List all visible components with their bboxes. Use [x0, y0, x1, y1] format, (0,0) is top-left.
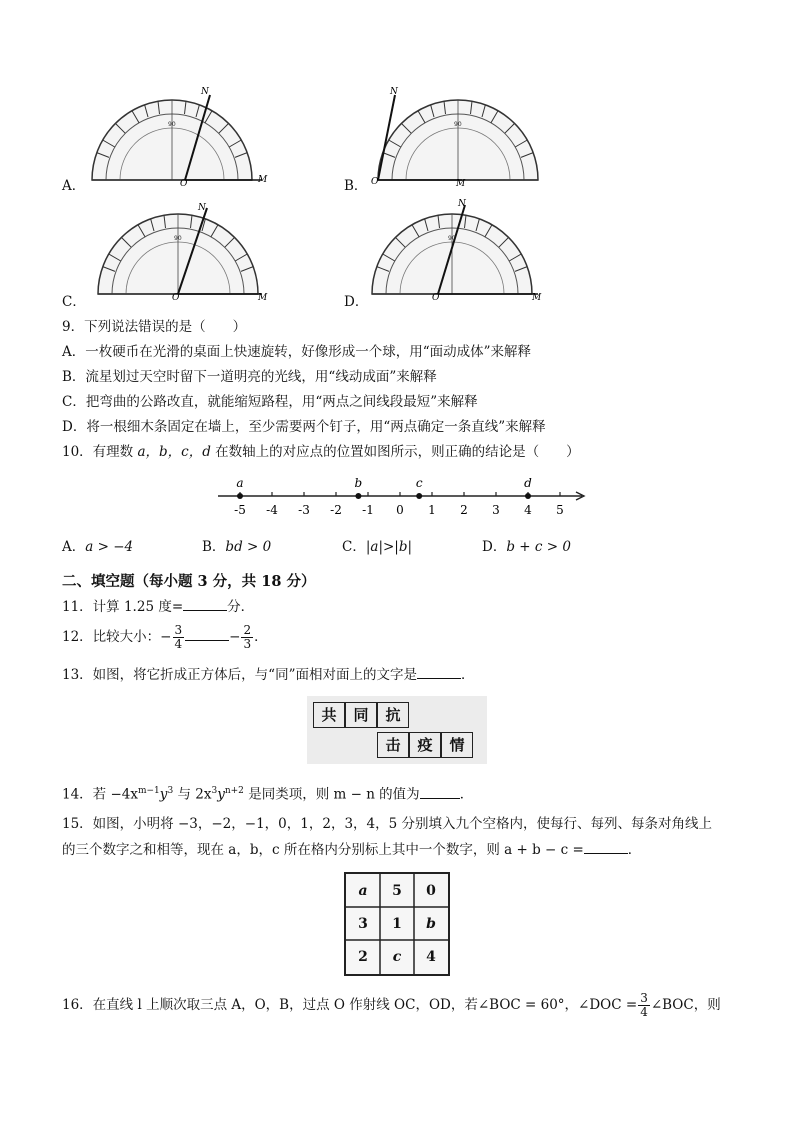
net-cell-3: 抗: [377, 702, 409, 728]
grid-cell-7: 2: [358, 949, 368, 965]
protractor-b: [378, 100, 538, 180]
q9-stem: 9．下列说法错误的是（ ）: [62, 319, 247, 335]
q16-fraction: $\frac{3}{4}$: [640, 991, 648, 1019]
axis-tick-label: -2: [330, 503, 342, 517]
q13-post: ．: [460, 667, 475, 683]
q12-blank[interactable]: [185, 627, 229, 641]
q15-end: ．: [627, 842, 642, 858]
q11-text: 11．计算 1.25 度=: [62, 599, 184, 615]
mark-a-n: N: [201, 87, 209, 97]
q11-post: 分．: [227, 599, 255, 615]
q15-blank[interactable]: [584, 840, 628, 854]
q14-end: ．: [459, 786, 474, 803]
section-2-title: 二、填空题（每小题 3 分，共 18 分）: [62, 573, 316, 590]
mark-c-m: M: [258, 293, 268, 303]
q14: [62, 782, 473, 804]
q14-exp-2: 3: [167, 786, 174, 796]
q16-text: 16．在直线 l 上顺次取三点 A，O，B，过点 O 作射线 OC，OD，若∠BOC = 60°，∠DOC =: [62, 997, 638, 1013]
net-cell-5: 疫: [409, 732, 441, 758]
axis-point-label-a: a: [236, 476, 244, 490]
axis-point-c: [416, 493, 422, 499]
q14-pre: 14．若 −4x: [62, 786, 138, 803]
q12-fraction-2: $\frac{2}{3}$: [243, 623, 252, 651]
q8-option-b[interactable]: B．: [344, 178, 368, 194]
q9-option-a[interactable]: A．一枚硬币在光滑的桌面上快速旋转，好像形成一个球，用“面动成体”来解释: [62, 344, 532, 360]
mark-b-o: O: [371, 177, 379, 187]
q16: [62, 988, 721, 1022]
q11: [62, 597, 254, 616]
magic-square: [344, 872, 450, 976]
q14-y2: y: [217, 786, 225, 803]
mark-c-o: O: [172, 293, 180, 303]
q13-text: 13．如图，将它折成正方体后，与“同”面相对面上的文字是: [62, 667, 417, 683]
q14-mid: 与 2x: [173, 786, 212, 803]
grid-cell-8: c: [392, 949, 402, 965]
axis-tick-label: -1: [362, 503, 374, 517]
mark-a-o: O: [180, 179, 188, 189]
q16-post: ∠BOC，则: [650, 997, 721, 1013]
q15-line-2: [62, 840, 641, 859]
q10-stem-post: 在数轴上的对应点的位置如图所示，则正确的结论是（ ）: [210, 444, 580, 460]
q12-post: ．: [254, 629, 268, 645]
q12-text: 12．比较大小：−: [62, 629, 172, 645]
grid-cell-5: 1: [392, 916, 402, 932]
q14-post: 是同类项，则 m − n 的值为: [243, 786, 420, 803]
q9-option-d[interactable]: D．将一根细木条固定在墙上，至少需要两个钉子，用“两点确定一条直线”来解释: [62, 419, 546, 435]
q10-stem-pre: 10．有理数: [62, 444, 138, 460]
mark-d-o: O: [432, 293, 440, 303]
net-cell-4: 击: [377, 732, 409, 758]
mark-d-n: N: [458, 199, 466, 209]
q9-option-b[interactable]: B．流星划过天空时留下一道明亮的光线，用“线动成面”来解释: [62, 369, 437, 385]
axis-point-label-c: c: [415, 476, 423, 490]
q8-option-d[interactable]: D．: [344, 294, 369, 310]
q11-blank[interactable]: [183, 597, 227, 611]
axis-tick-label: 4: [524, 503, 532, 517]
mark-b-m: M: [456, 179, 466, 189]
q10-option-a[interactable]: A．a > −4: [62, 539, 134, 555]
axis-tick-label: -4: [266, 503, 278, 517]
q12-minus: −: [229, 629, 241, 645]
q8-option-a[interactable]: A．: [62, 178, 86, 194]
axis-point-label-d: d: [524, 476, 532, 490]
q8-figure: 90 N O M N O M N O M N O M: [76, 21, 542, 303]
q15-line-1: 15．如图，小明将 −3，−2，−1，0，1，2，3，4，5 分别填入九个空格内，使每行、每列、每条对角线上: [62, 816, 712, 832]
q13: [62, 665, 474, 684]
protractor-c: [98, 214, 258, 294]
axis-tick-label: -5: [234, 503, 246, 517]
axis-tick-label: 2: [460, 503, 468, 517]
protractor-d: [372, 214, 532, 294]
grid-cell-6: b: [426, 916, 436, 932]
q10-stem-vars: a，b，c，d: [137, 444, 211, 460]
protractor-a: [92, 100, 252, 180]
q14-exp-1: m−1: [137, 786, 160, 796]
axis-tick-label: -3: [298, 503, 310, 517]
number-line: [210, 472, 590, 524]
q12-fraction-1: $\frac{3}{4}$: [174, 623, 183, 651]
q12: [62, 620, 268, 654]
net-cell-2: 同: [345, 702, 377, 728]
axis-tick-label: 0: [396, 503, 404, 517]
q10-stem: [62, 443, 580, 461]
axis-tick-label: 5: [556, 503, 564, 517]
q14-y1: y: [159, 786, 168, 803]
q8-option-c[interactable]: C．: [62, 294, 86, 310]
grid-cell-4: 3: [358, 916, 368, 932]
mark-a-m: M: [258, 175, 268, 185]
q14-exp-3: 3: [211, 786, 218, 796]
axis-point-b: [355, 493, 361, 499]
q10-option-d[interactable]: D．b + c > 0: [482, 539, 571, 555]
q14-exp-4: n+2: [224, 786, 244, 796]
net-cell-6: 情: [441, 732, 473, 758]
grid-cell-9: 4: [426, 949, 436, 965]
cube-net: [307, 696, 487, 764]
axis-point-label-b: b: [354, 476, 363, 490]
grid-cell-1: a: [358, 883, 368, 899]
mark-d-m: M: [532, 293, 542, 303]
q13-blank[interactable]: [417, 665, 461, 679]
axis-tick-label: 1: [428, 503, 436, 517]
net-cell-1: 共: [313, 702, 345, 728]
axis-tick-label: 3: [492, 503, 500, 517]
mark-c-n: N: [198, 203, 206, 213]
q14-blank[interactable]: [420, 785, 460, 799]
grid-cell-3: 0: [426, 883, 436, 899]
q10-option-c[interactable]: C．|a|>|b|: [342, 539, 413, 555]
q10-option-b[interactable]: B．bd > 0: [202, 539, 272, 555]
axis-point-a: [237, 493, 243, 499]
axis-point-d: [525, 493, 531, 499]
q15-text: 的三个数字之和相等，现在 a，b，c 所在格内分别标上其中一个数字，则 a + b − c =: [62, 842, 584, 858]
mark-b-n: N: [390, 87, 398, 97]
grid-cell-2: 5: [392, 883, 402, 899]
q9-option-c[interactable]: C．把弯曲的公路改直，就能缩短路程，用“两点之间线段最短”来解释: [62, 394, 478, 410]
